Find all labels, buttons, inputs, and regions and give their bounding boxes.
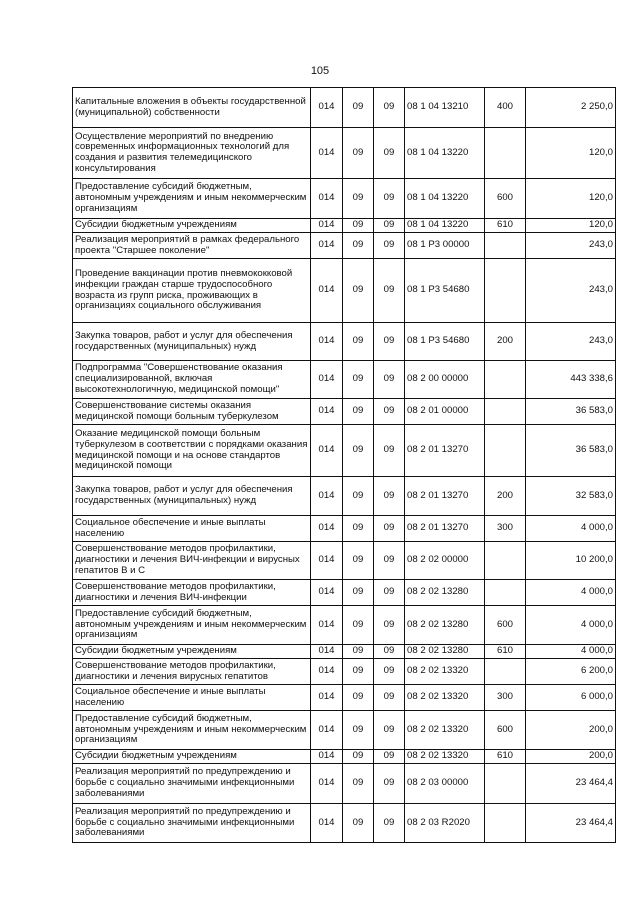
ministry-code-cell: 014	[311, 128, 343, 179]
section-code-cell: 09	[343, 179, 374, 219]
expense-type-cell: 600	[485, 179, 526, 219]
section-code-cell: 09	[343, 711, 374, 750]
section-code-cell: 09	[343, 685, 374, 711]
target-article-cell: 08 2 02 13320	[405, 659, 485, 685]
section-code-cell: 09	[343, 128, 374, 179]
amount-cell: 4 000,0	[526, 516, 616, 542]
section-code-cell: 09	[343, 219, 374, 233]
expense-type-cell	[485, 804, 526, 843]
ministry-code-cell: 014	[311, 179, 343, 219]
ministry-code-cell: 014	[311, 685, 343, 711]
section-code-cell: 09	[343, 259, 374, 323]
expense-type-cell	[485, 659, 526, 685]
ministry-code-cell: 014	[311, 750, 343, 764]
amount-cell: 36 583,0	[526, 425, 616, 477]
item-name-cell: Субсидии бюджетным учреждениям	[73, 750, 311, 764]
subsection-code-cell: 09	[374, 711, 405, 750]
target-article-cell: 08 1 P3 00000	[405, 233, 485, 259]
table-row	[73, 580, 616, 606]
amount-cell: 23 464,4	[526, 804, 616, 843]
section-code-cell: 09	[343, 477, 374, 516]
amount-cell: 6 200,0	[526, 659, 616, 685]
section-code-cell: 09	[343, 764, 374, 804]
expense-type-cell: 610	[485, 750, 526, 764]
ministry-code-cell: 014	[311, 516, 343, 542]
amount-cell: 10 200,0	[526, 542, 616, 580]
item-name-cell: Закупка товаров, работ и услуг для обеспечения государственных (муниципальных) нужд	[73, 477, 311, 516]
target-article-cell: 08 1 04 13210	[405, 88, 485, 128]
item-name-cell: Проведение вакцинации против пневмококковой инфекции граждан старше трудоспособного возраста из групп риска, проживающих в организациях социального обслуживания	[73, 259, 311, 323]
section-code-cell: 09	[343, 606, 374, 645]
budget-table-body	[73, 88, 616, 843]
target-article-cell: 08 1 04 13220	[405, 128, 485, 179]
table-row	[73, 542, 616, 580]
target-article-cell: 08 2 02 13320	[405, 685, 485, 711]
ministry-code-cell: 014	[311, 645, 343, 659]
amount-cell: 120,0	[526, 128, 616, 179]
item-name-cell: Социальное обеспечение и иные выплаты населению	[73, 685, 311, 711]
table-row	[73, 128, 616, 179]
target-article-cell: 08 2 02 13280	[405, 580, 485, 606]
ministry-code-cell: 014	[311, 88, 343, 128]
item-name-cell: Предоставление субсидий бюджетным, автономным учреждениям и иным некоммерческим организациям	[73, 711, 311, 750]
subsection-code-cell: 09	[374, 606, 405, 645]
ministry-code-cell: 014	[311, 477, 343, 516]
ministry-code-cell: 014	[311, 361, 343, 399]
table-row	[73, 659, 616, 685]
ministry-code-cell: 014	[311, 399, 343, 425]
subsection-code-cell: 09	[374, 477, 405, 516]
table-row	[73, 750, 616, 764]
amount-cell: 243,0	[526, 323, 616, 361]
page-number: 105	[310, 65, 330, 77]
subsection-code-cell: 09	[374, 361, 405, 399]
section-code-cell: 09	[343, 399, 374, 425]
table-row	[73, 399, 616, 425]
table-row	[73, 516, 616, 542]
item-name-cell: Совершенствование системы оказания медицинской помощи больным туберкулезом	[73, 399, 311, 425]
ministry-code-cell: 014	[311, 764, 343, 804]
item-name-cell: Совершенствование методов профилактики, диагностики и лечения ВИЧ-инфекции	[73, 580, 311, 606]
subsection-code-cell: 09	[374, 323, 405, 361]
item-name-cell: Субсидии бюджетным учреждениям	[73, 645, 311, 659]
amount-cell: 36 583,0	[526, 399, 616, 425]
section-code-cell: 09	[343, 542, 374, 580]
item-name-cell: Предоставление субсидий бюджетным, автономным учреждениям и иным некоммерческим организациям	[73, 179, 311, 219]
target-article-cell: 08 2 02 13320	[405, 750, 485, 764]
target-article-cell: 08 2 03 00000	[405, 764, 485, 804]
target-article-cell: 08 1 04 13220	[405, 179, 485, 219]
ministry-code-cell: 014	[311, 259, 343, 323]
item-name-cell: Закупка товаров, работ и услуг для обеспечения государственных (муниципальных) нужд	[73, 323, 311, 361]
expense-type-cell	[485, 399, 526, 425]
subsection-code-cell: 09	[374, 219, 405, 233]
expense-type-cell: 300	[485, 516, 526, 542]
expense-type-cell: 200	[485, 323, 526, 361]
amount-cell: 243,0	[526, 259, 616, 323]
table-row	[73, 259, 616, 323]
expense-type-cell: 600	[485, 606, 526, 645]
section-code-cell: 09	[343, 645, 374, 659]
target-article-cell: 08 2 01 00000	[405, 399, 485, 425]
expense-type-cell	[485, 259, 526, 323]
ministry-code-cell: 014	[311, 711, 343, 750]
amount-cell: 120,0	[526, 179, 616, 219]
table-row	[73, 477, 616, 516]
section-code-cell: 09	[343, 323, 374, 361]
expense-type-cell	[485, 128, 526, 179]
subsection-code-cell: 09	[374, 516, 405, 542]
item-name-cell: Социальное обеспечение и иные выплаты населению	[73, 516, 311, 542]
subsection-code-cell: 09	[374, 128, 405, 179]
section-code-cell: 09	[343, 580, 374, 606]
amount-cell: 120,0	[526, 219, 616, 233]
subsection-code-cell: 09	[374, 179, 405, 219]
amount-cell: 200,0	[526, 711, 616, 750]
table-row	[73, 361, 616, 399]
section-code-cell: 09	[343, 361, 374, 399]
amount-cell: 4 000,0	[526, 606, 616, 645]
item-name-cell: Предоставление субсидий бюджетным, автономным учреждениям и иным некоммерческим организациям	[73, 606, 311, 645]
table-row	[73, 645, 616, 659]
amount-cell: 6 000,0	[526, 685, 616, 711]
table-row	[73, 219, 616, 233]
target-article-cell: 08 2 00 00000	[405, 361, 485, 399]
target-article-cell: 08 2 01 13270	[405, 516, 485, 542]
subsection-code-cell: 09	[374, 645, 405, 659]
amount-cell: 4 000,0	[526, 645, 616, 659]
table-row	[73, 323, 616, 361]
target-article-cell: 08 1 P3 54680	[405, 323, 485, 361]
section-code-cell: 09	[343, 516, 374, 542]
amount-cell: 200,0	[526, 750, 616, 764]
table-row	[73, 233, 616, 259]
ministry-code-cell: 014	[311, 606, 343, 645]
subsection-code-cell: 09	[374, 764, 405, 804]
ministry-code-cell: 014	[311, 804, 343, 843]
table-row	[73, 88, 616, 128]
item-name-cell: Оказание медицинской помощи больным туберкулезом в соответствии с порядками оказания медицинской помощи и на основе стандартов медицинской помощи	[73, 425, 311, 477]
ministry-code-cell: 014	[311, 323, 343, 361]
target-article-cell: 08 2 01 13270	[405, 425, 485, 477]
amount-cell: 443 338,6	[526, 361, 616, 399]
expense-type-cell	[485, 361, 526, 399]
amount-cell: 2 250,0	[526, 88, 616, 128]
subsection-code-cell: 09	[374, 750, 405, 764]
target-article-cell: 08 2 02 13280	[405, 606, 485, 645]
item-name-cell: Подпрограмма "Совершенствование оказания специализированной, включая высокотехнологичную, медицинской помощи"	[73, 361, 311, 399]
expense-type-cell: 300	[485, 685, 526, 711]
expense-type-cell: 200	[485, 477, 526, 516]
ministry-code-cell: 014	[311, 542, 343, 580]
expense-type-cell: 400	[485, 88, 526, 128]
subsection-code-cell: 09	[374, 88, 405, 128]
item-name-cell: Реализация мероприятий по предупреждению и борьбе с социально значимыми инфекционными заболеваниями	[73, 804, 311, 843]
item-name-cell: Совершенствование методов профилактики, диагностики и лечения ВИЧ-инфекции и вирусных гепатитов B и C	[73, 542, 311, 580]
target-article-cell: 08 2 02 00000	[405, 542, 485, 580]
section-code-cell: 09	[343, 659, 374, 685]
target-article-cell: 08 2 02 13280	[405, 645, 485, 659]
subsection-code-cell: 09	[374, 580, 405, 606]
subsection-code-cell: 09	[374, 233, 405, 259]
table-row	[73, 179, 616, 219]
subsection-code-cell: 09	[374, 804, 405, 843]
item-name-cell: Осуществление мероприятий по внедрению современных информационных технологий для создания и развития телемедицинского консультирования	[73, 128, 311, 179]
expense-type-cell	[485, 580, 526, 606]
table-row	[73, 685, 616, 711]
target-article-cell: 08 1 04 13220	[405, 219, 485, 233]
item-name-cell: Совершенствование методов профилактики, диагностики и лечения вирусных гепатитов	[73, 659, 311, 685]
section-code-cell: 09	[343, 233, 374, 259]
item-name-cell: Капитальные вложения в объекты государственной (муниципальной) собственности	[73, 88, 311, 128]
item-name-cell: Субсидии бюджетным учреждениям	[73, 219, 311, 233]
subsection-code-cell: 09	[374, 425, 405, 477]
table-row	[73, 804, 616, 843]
expense-type-cell: 610	[485, 219, 526, 233]
table-row	[73, 425, 616, 477]
ministry-code-cell: 014	[311, 219, 343, 233]
target-article-cell: 08 2 01 13270	[405, 477, 485, 516]
expense-type-cell	[485, 764, 526, 804]
table-row	[73, 711, 616, 750]
expense-type-cell	[485, 233, 526, 259]
amount-cell: 23 464,4	[526, 764, 616, 804]
section-code-cell: 09	[343, 804, 374, 843]
subsection-code-cell: 09	[374, 659, 405, 685]
amount-cell: 32 583,0	[526, 477, 616, 516]
section-code-cell: 09	[343, 425, 374, 477]
expense-type-cell: 610	[485, 645, 526, 659]
target-article-cell: 08 2 03 R2020	[405, 804, 485, 843]
subsection-code-cell: 09	[374, 542, 405, 580]
table-row	[73, 606, 616, 645]
section-code-cell: 09	[343, 88, 374, 128]
expense-type-cell	[485, 425, 526, 477]
amount-cell: 4 000,0	[526, 580, 616, 606]
subsection-code-cell: 09	[374, 399, 405, 425]
expense-type-cell: 600	[485, 711, 526, 750]
expense-type-cell	[485, 542, 526, 580]
item-name-cell: Реализация мероприятий по предупреждению и борьбе с социально значимыми инфекционными заболеваниями	[73, 764, 311, 804]
ministry-code-cell: 014	[311, 580, 343, 606]
target-article-cell: 08 1 P3 54680	[405, 259, 485, 323]
ministry-code-cell: 014	[311, 659, 343, 685]
subsection-code-cell: 09	[374, 685, 405, 711]
section-code-cell: 09	[343, 750, 374, 764]
target-article-cell: 08 2 02 13320	[405, 711, 485, 750]
ministry-code-cell: 014	[311, 425, 343, 477]
table-row	[73, 764, 616, 804]
amount-cell: 243,0	[526, 233, 616, 259]
budget-table	[72, 87, 616, 843]
ministry-code-cell: 014	[311, 233, 343, 259]
subsection-code-cell: 09	[374, 259, 405, 323]
item-name-cell: Реализация мероприятий в рамках федерального проекта "Старшее поколение"	[73, 233, 311, 259]
